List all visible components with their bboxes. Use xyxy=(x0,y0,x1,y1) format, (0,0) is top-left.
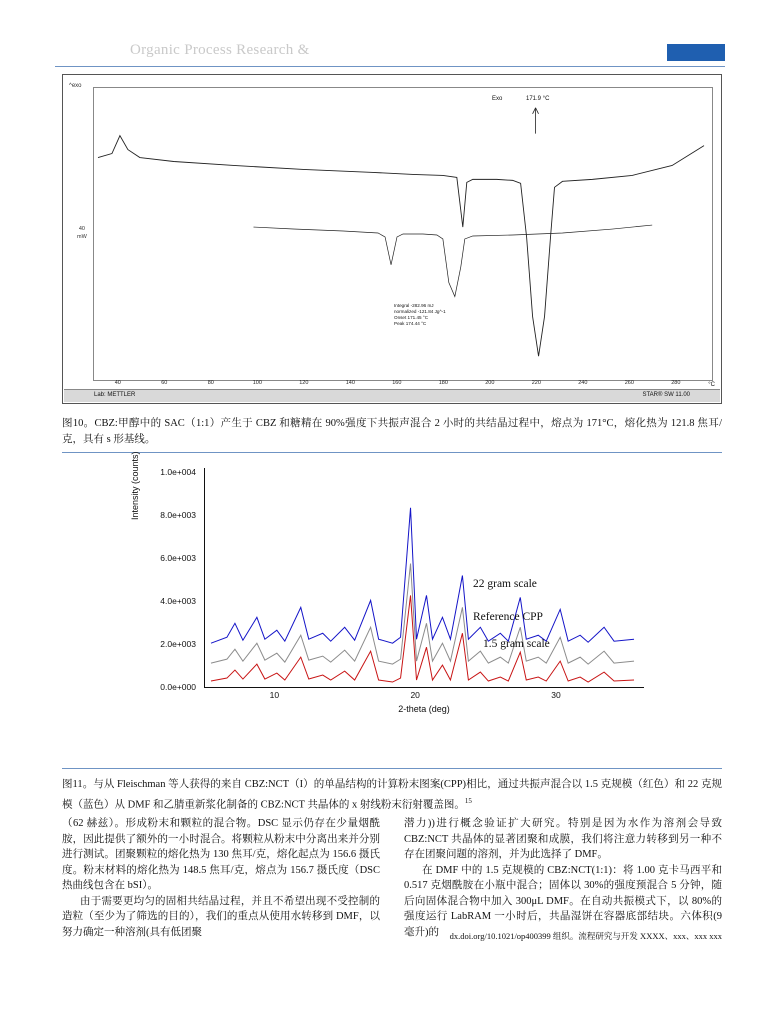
header-badge xyxy=(667,44,725,61)
pxrd-series-label-1-5g: 1.5 gram scale xyxy=(483,638,550,650)
figure-10-dsc-chart xyxy=(62,74,722,404)
dsc-xtick: 100 xyxy=(252,380,262,386)
dsc-exo-annotation: Exo xyxy=(492,96,503,102)
dsc-xtick: 240 xyxy=(578,380,588,386)
journal-title: Organic Process Research & xyxy=(130,42,310,58)
dsc-xtick: 80 xyxy=(207,380,214,386)
pxrd-y-axis-label: Intensity (counts) xyxy=(130,451,140,520)
header-divider xyxy=(55,66,725,67)
paragraph: 潜力))进行概念验证扩大研究。特别是因为水作为溶剂会导致 CBZ:NCT 共晶体的显著团聚和成膜，我们将注意力转移到另一种不存在团聚问题的溶剂，并为此选择了 DMF。 xyxy=(404,818,722,860)
dsc-info-integral: Integral -282.96 mJ xyxy=(394,303,434,308)
pxrd-series-label-22g: 22 gram scale xyxy=(473,578,537,590)
paragraph: 由于需要更均匀的固相共结晶过程，并且不希望出现不受控制的造粒（至少为了筛选的目的），我们的重点从使用水转移到 DMF，以努力确定一种溶剂(具有低团聚 xyxy=(62,895,380,938)
pxrd-x-axis-label: 2-theta (deg) xyxy=(398,704,450,714)
dsc-lab-label: Lab: METTLER xyxy=(94,392,136,398)
pxrd-ytick: 8.0e+003 xyxy=(160,510,196,520)
pxrd-xtick: 30 xyxy=(551,690,561,700)
body-column-right xyxy=(404,816,722,940)
pxrd-ytick: 0.0e+000 xyxy=(160,682,196,692)
dsc-info-normalized: normalized -121.84 Jg^-1 xyxy=(394,309,446,314)
page-header xyxy=(55,42,725,72)
figure-11-caption-text: 图11。与从 Fleischman 等人获得的来自 CBZ:NCT（I）的单晶结构的计算粉末图案(CPP)相比，通过共振声混合以 1.5 克规模（红色）和 22 克规模（蓝色）从 DMF 和乙腈重新浆化制备的 CBZ:NCT 共晶体的 x 射线粉末衍射覆盖图。 xyxy=(62,779,722,811)
dsc-xtick: 60 xyxy=(161,380,168,386)
figure-11-caption xyxy=(62,777,722,814)
dsc-xtick: 160 xyxy=(392,380,402,386)
dsc-xtick: 260 xyxy=(624,380,634,386)
pxrd-series-label-reference: Reference CPP xyxy=(473,611,543,623)
dsc-temperature-annotation: 171.9 °C xyxy=(526,96,550,102)
pxrd-ytick: 2.0e+003 xyxy=(160,639,196,649)
dsc-xtick: 40 xyxy=(114,380,121,386)
figure-11-caption-reference: 15 xyxy=(464,797,472,805)
pxrd-plot-area xyxy=(204,468,644,688)
pxrd-xtick: 10 xyxy=(269,690,280,700)
pxrd-ytick: 4.0e+003 xyxy=(160,596,196,606)
dsc-footer-bar xyxy=(64,389,720,402)
dsc-xtick: 140 xyxy=(345,380,355,386)
paragraph: （62 赫兹）。形成粉末和颗粒的混合物。DSC 显示仍存在少量烟酰胺，因此提供了额外的一小时混合。将颗粒从粉末中分离出来并分别进行测试。团聚颗粒的熔化热为 130 焦耳/克，熔化起点为 156.6 摄氏度。粉末材料的熔化热为 148.5 焦耳/克，熔点为 156.7 摄氏度（DSC 热曲线包含在 bSI）。 xyxy=(62,818,380,891)
figure-11-bottom-divider xyxy=(62,768,722,769)
pxrd-traces-svg xyxy=(205,468,644,687)
dsc-info-box xyxy=(394,303,446,327)
paragraph: 在 DMF 中的 1.5 克规模的 CBZ:NCT(1:1)：将 1.00 克卡马西平和 0.517 克烟酰胺在小瓶中混合；固体以 30%的强度预混合 5 分钟，随后向固体混合物中加入 300μL DMF。在自动共振模式下，以 80%的强度运行 LabRAM 一小时后，共晶湿饼在容器底部结块。六体积(9 毫升)的 xyxy=(404,864,722,938)
dsc-xtick: 280 xyxy=(671,380,681,386)
dsc-info-onset: Onset 171.45 °C xyxy=(394,315,429,320)
pxrd-y-axis-ticks xyxy=(144,467,200,692)
pxrd-ytick: 6.0e+003 xyxy=(160,553,196,563)
dsc-exo-label: ^exo xyxy=(69,83,82,89)
dsc-x-units: °C xyxy=(708,382,715,388)
dsc-plot-area xyxy=(93,87,713,381)
dsc-xtick: 180 xyxy=(438,380,448,386)
doi-footer: dx.doi.org/10.1021/op400399 组织。流程研究与开发 XXXX、xxx、xxx xxx xyxy=(449,931,722,941)
pxrd-ytick: 1.0e+004 xyxy=(160,467,196,477)
body-column-left xyxy=(62,816,380,940)
dsc-software-label: STAR® SW 11.00 xyxy=(642,392,690,398)
pxrd-xtick: 20 xyxy=(410,690,420,700)
dsc-xtick: 200 xyxy=(485,380,495,386)
figure-10-caption: 图10。CBZ:甲醇中的 SAC（1:1）产生于 CBZ 和糖精在 90%强度下共振声混合 2 小时的共结晶过程中，熔点为 171°C，熔化热为 121.8 焦耳/克，具有 s 形基线。 xyxy=(62,418,722,445)
pxrd-x-axis-ticks xyxy=(204,690,644,704)
figure-11-top-divider xyxy=(62,452,722,453)
dsc-y-units: 40 mW xyxy=(77,226,87,240)
dsc-xtick: 220 xyxy=(531,380,541,386)
dsc-curve-svg xyxy=(94,88,712,380)
dsc-info-peak: Peak 174.44 °C xyxy=(394,321,427,326)
figure-11-pxrd-chart xyxy=(128,451,658,758)
dsc-xtick: 120 xyxy=(299,380,309,386)
